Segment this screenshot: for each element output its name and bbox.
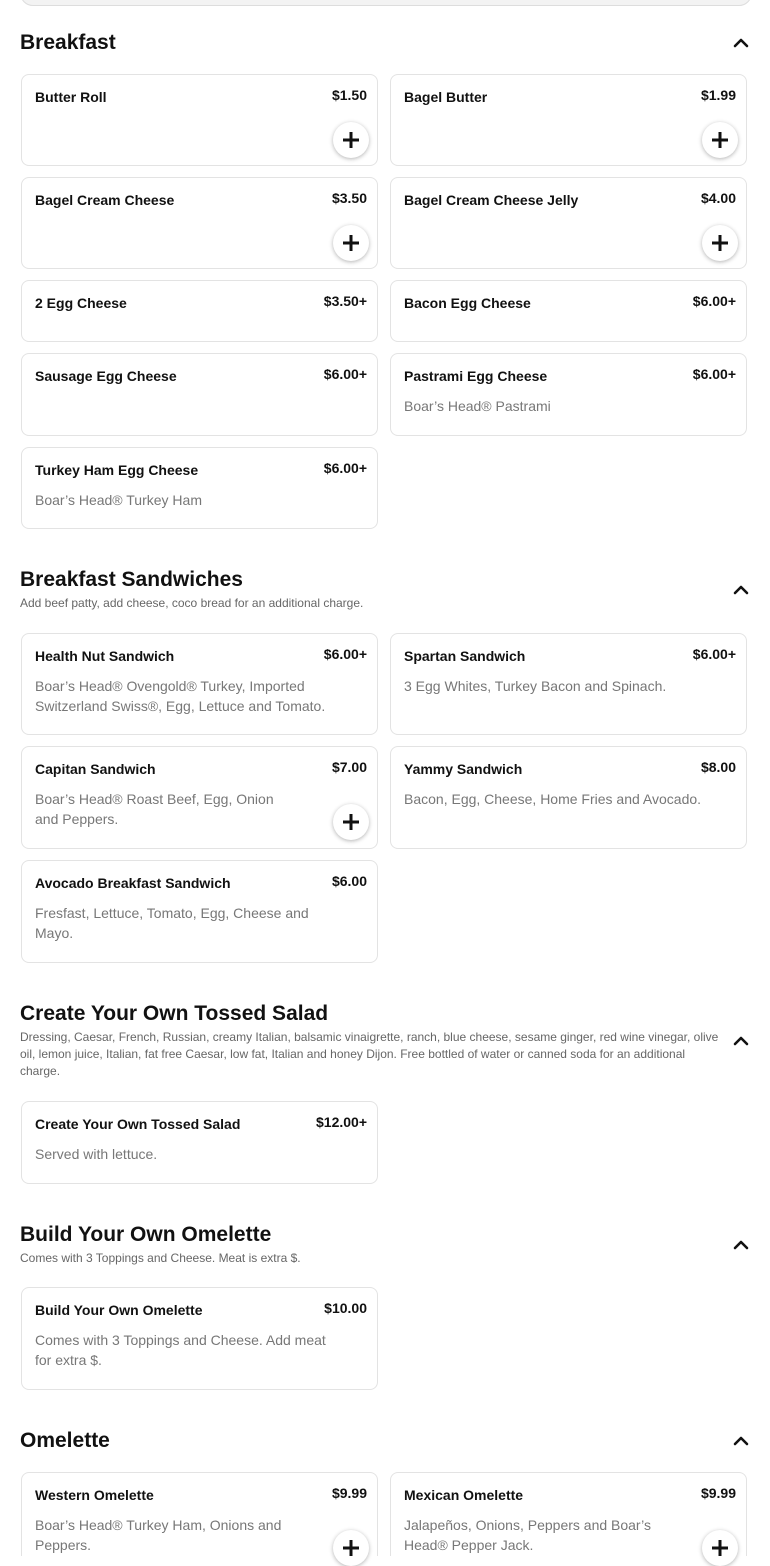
item-price: $1.50 bbox=[331, 87, 367, 103]
item-price: $4.00 bbox=[700, 190, 736, 206]
item-price: $3.50 bbox=[331, 190, 367, 206]
item-name: Capitan Sandwich bbox=[35, 761, 156, 777]
chevron-up-icon[interactable] bbox=[732, 1236, 750, 1254]
add-item-button[interactable] bbox=[702, 225, 738, 261]
plus-icon bbox=[710, 1538, 730, 1558]
section-title: Create Your Own Tossed Salad bbox=[20, 1002, 329, 1025]
chevron-up-icon[interactable] bbox=[732, 581, 750, 599]
item-name: Butter Roll bbox=[35, 89, 107, 105]
item-name: 2 Egg Cheese bbox=[35, 295, 127, 311]
item-name: Bagel Cream Cheese Jelly bbox=[404, 192, 579, 208]
section-title: Omelette bbox=[20, 1429, 110, 1452]
section-title: Breakfast bbox=[20, 31, 116, 54]
item-price: $10.00 bbox=[324, 1300, 367, 1316]
menu-item-card[interactable] bbox=[390, 1472, 747, 1556]
chevron-up-icon[interactable] bbox=[732, 1432, 750, 1450]
item-name: Bacon Egg Cheese bbox=[404, 295, 531, 311]
item-price: $9.99 bbox=[331, 1485, 367, 1501]
item-name: Bagel Cream Cheese bbox=[35, 192, 175, 208]
add-item-button[interactable] bbox=[702, 122, 738, 158]
item-price: $6.00+ bbox=[323, 460, 367, 476]
item-description: Comes with 3 Toppings and Cheese. Add meat for extra $. bbox=[35, 1332, 326, 1368]
item-price: $12.00+ bbox=[316, 1114, 367, 1130]
item-name: Turkey Ham Egg Cheese bbox=[35, 462, 199, 478]
menu-item-card[interactable] bbox=[21, 1472, 378, 1556]
item-name: Bagel Butter bbox=[404, 89, 488, 105]
item-price: $6.00+ bbox=[692, 366, 736, 382]
plus-icon bbox=[710, 130, 730, 150]
menu-item-card[interactable] bbox=[21, 1287, 378, 1390]
section-description: Add beef patty, add cheese, coco bread for an additional charge. bbox=[20, 596, 364, 610]
plus-icon bbox=[710, 233, 730, 253]
item-description: Jalapeños, Onions, Peppers and Boar’s Head® Pepper Jack. bbox=[404, 1517, 651, 1553]
item-name: Health Nut Sandwich bbox=[35, 648, 175, 664]
item-price: $6.00 bbox=[331, 873, 367, 889]
menu-item-card[interactable] bbox=[390, 633, 747, 735]
add-item-button[interactable] bbox=[333, 122, 369, 158]
plus-icon bbox=[341, 812, 361, 832]
plus-icon bbox=[341, 233, 361, 253]
item-name: Pastrami Egg Cheese bbox=[404, 368, 548, 384]
menu-item-card[interactable] bbox=[21, 177, 378, 269]
item-price: $6.00+ bbox=[323, 646, 367, 662]
menu-item-card[interactable] bbox=[21, 74, 378, 166]
item-price: $8.00 bbox=[700, 759, 736, 775]
item-name: Sausage Egg Cheese bbox=[35, 368, 177, 384]
add-item-button[interactable] bbox=[333, 1530, 369, 1566]
item-name: Yammy Sandwich bbox=[404, 761, 523, 777]
section-title: Breakfast Sandwiches bbox=[20, 568, 243, 591]
item-description: Boar’s Head® Roast Beef, Egg, Onion and Peppers. bbox=[35, 791, 274, 827]
menu-item-card[interactable] bbox=[21, 280, 378, 342]
section-breakfast-sandwiches bbox=[20, 567, 750, 612]
section-title: Build Your Own Omelette bbox=[20, 1223, 272, 1246]
menu-item-card[interactable] bbox=[21, 1101, 378, 1184]
menu-item-card[interactable] bbox=[390, 280, 747, 342]
plus-icon bbox=[341, 1538, 361, 1558]
item-description: 3 Egg Whites, Turkey Bacon and Spinach. bbox=[404, 678, 667, 694]
item-description: Boar’s Head® Pastrami bbox=[404, 398, 551, 414]
item-name: Build Your Own Omelette bbox=[35, 1302, 203, 1318]
item-price: $3.50+ bbox=[323, 293, 367, 309]
add-item-button[interactable] bbox=[702, 1530, 738, 1566]
item-name: Western Omelette bbox=[35, 1487, 154, 1503]
menu-item-card[interactable] bbox=[21, 353, 378, 436]
search-bar[interactable] bbox=[20, 0, 752, 6]
item-name: Avocado Breakfast Sandwich bbox=[35, 875, 231, 891]
section-breakfast bbox=[20, 30, 750, 56]
item-description: Boar’s Head® Turkey Ham, Onions and Peppers. bbox=[35, 1517, 282, 1553]
item-price: $9.99 bbox=[700, 1485, 736, 1501]
section-build-omelette bbox=[20, 1222, 750, 1267]
item-description: Served with lettuce. bbox=[35, 1146, 158, 1162]
menu-item-card[interactable] bbox=[390, 74, 747, 166]
item-price: $6.00+ bbox=[692, 646, 736, 662]
section-omelette bbox=[20, 1428, 750, 1454]
menu-item-card[interactable] bbox=[21, 746, 378, 849]
add-item-button[interactable] bbox=[333, 804, 369, 840]
item-description: Boar’s Head® Ovengold® Turkey, Imported Switzerland Swiss®, Egg, Lettuce and Tomato. bbox=[35, 678, 326, 714]
menu-item-card[interactable] bbox=[390, 177, 747, 269]
item-description: Boar’s Head® Turkey Ham bbox=[35, 492, 202, 508]
item-price: $6.00+ bbox=[323, 366, 367, 382]
item-name: Mexican Omelette bbox=[404, 1487, 524, 1503]
add-item-button[interactable] bbox=[333, 225, 369, 261]
chevron-up-icon[interactable] bbox=[732, 1032, 750, 1050]
chevron-up-icon[interactable] bbox=[732, 34, 750, 52]
item-price: $1.99 bbox=[700, 87, 736, 103]
item-price: $6.00+ bbox=[692, 293, 736, 309]
item-description: Bacon, Egg, Cheese, Home Fries and Avocado. bbox=[404, 791, 702, 807]
section-description: Dressing, Caesar, French, Russian, creamy Italian, balsamic vinaigrette, ranch, blue cheese, sesame ginger, red wine vinegar, olive oil, lemon juice, Italian, fat free Caesar, low fat, Italian and honey Dijon. Free bottled of water or canned soda for an additional charge. bbox=[20, 1030, 719, 1078]
menu-item-card[interactable] bbox=[21, 447, 378, 529]
item-description: Fresfast, Lettuce, Tomato, Egg, Cheese and Mayo. bbox=[35, 905, 309, 941]
menu-item-card[interactable] bbox=[21, 633, 378, 735]
item-name: Create Your Own Tossed Salad bbox=[35, 1116, 241, 1132]
item-name: Spartan Sandwich bbox=[404, 648, 526, 664]
section-description: Comes with 3 Toppings and Cheese. Meat is extra $. bbox=[20, 1251, 301, 1265]
menu-item-card[interactable] bbox=[390, 746, 747, 849]
plus-icon bbox=[341, 130, 361, 150]
menu-item-card[interactable] bbox=[390, 353, 747, 436]
menu-item-card[interactable] bbox=[21, 860, 378, 963]
item-price: $7.00 bbox=[331, 759, 367, 775]
section-tossed-salad bbox=[20, 1001, 750, 1080]
